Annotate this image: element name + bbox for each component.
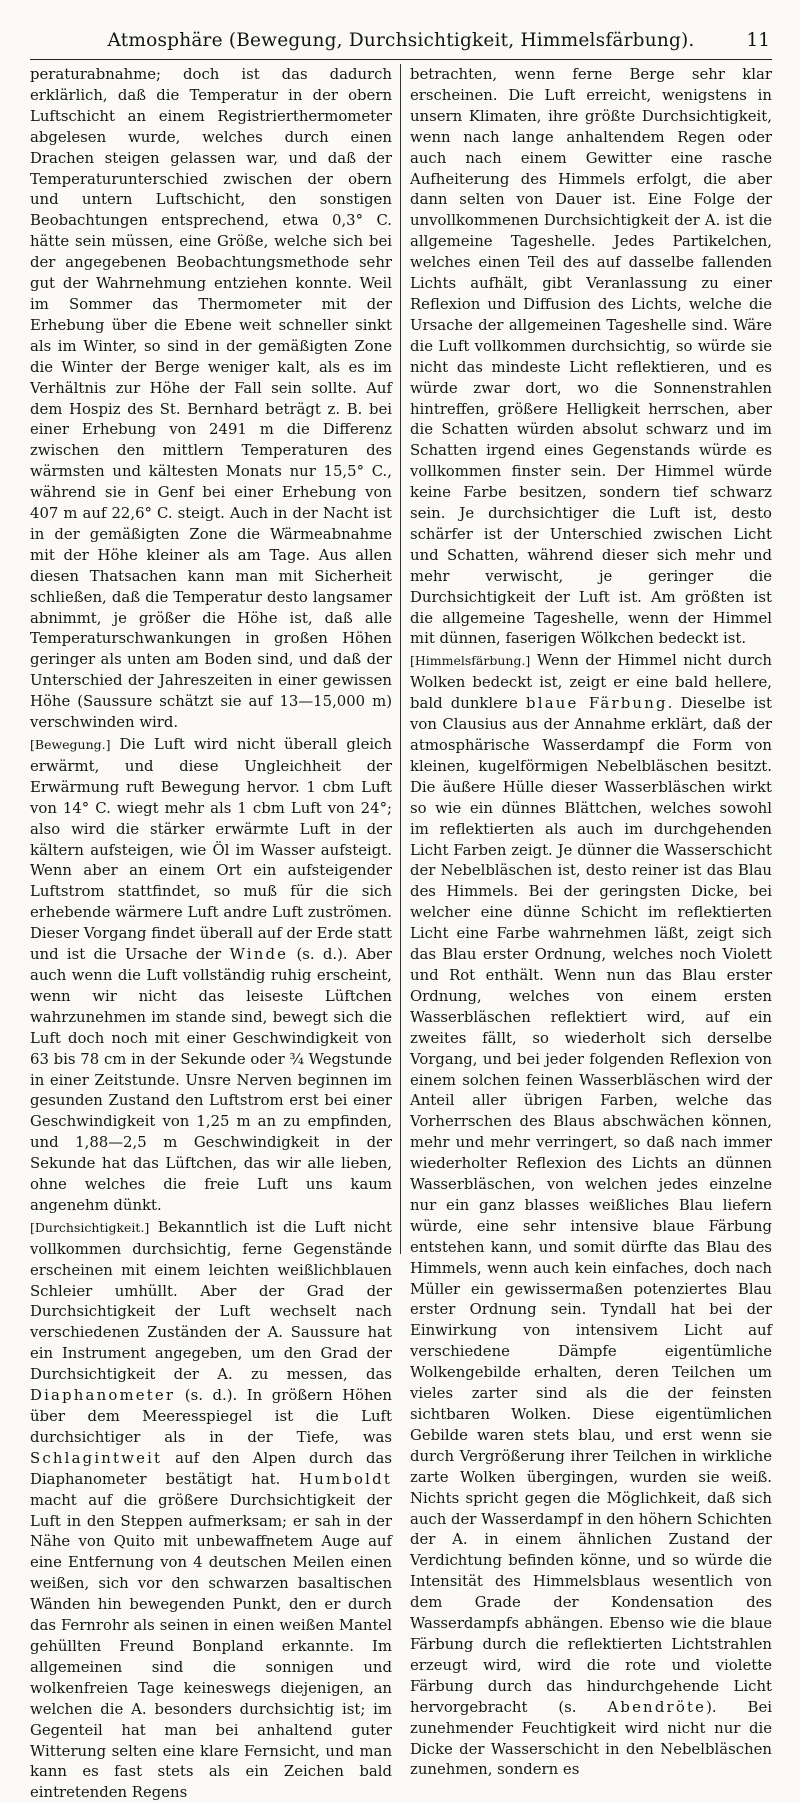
name-schlagintweit: Schlagintweit bbox=[30, 1448, 163, 1467]
text-run: Wenn der Himmel nicht durch Wolken bedeckt ist, zeigt er eine bald hellere, bald dunklere bbox=[410, 651, 772, 713]
section-label-durchsichtigkeit: [Durchsichtigkeit.] bbox=[30, 1219, 150, 1235]
term-blaue-faerbung: blaue Färbung bbox=[526, 694, 668, 713]
text-run: . Dieselbe ist von Clausius aus der Annahme erklärt, daß der atmosphärische Wasserdampf die Form von kleinen, kugelförmigen Nebelbläschen besitzt. Die äußere Hülle dieser Wasserbläschen wirkt so wie ein dünnes Blättchen, welches sowohl im reflektierten als auch im durchgehenden Licht Farben zeigt. Je dünner die Wasserschicht der Nebelbläschen ist, desto reiner ist das Blau des Himmels. Bei der geringsten Dicke, bei welcher eine dünne Schicht im reflektierten Licht eine Farbe wahrnehmen läßt, zeigt sich das Blau erster Ordnung, welches noch Violett und Rot enthält. Wenn nun das Blau erster Ordnung, welches von einem ersten Wasserbläschen reflektiert wird, auf ein zweites fällt, so wiederholt sich derselbe Vorgang, und bei jeder folgenden Reflexion von einem solchen feinen Wasserbläschen wird der Anteil aller übrigen Farben, welche das Vorherrschen des Blaus abschwächen können, mehr und mehr verringert, so daß nach immer wiederholter Reflexion des Lichts an dünnen Wasserbläschen, von welchen jedes einzelne nur ein ganz blasses weißliches Blau liefern würde, eine sehr intensive blaue Färbung entstehen kann, und somit dürfte das Blau des Himmels, wenn auch kein einfaches, doch nach Müller ein gewissermaßen potenziertes Blau erster Ordnung sein. Tyndall hat bei der Einwirkung von intensivem Licht auf verschiedene Dämpfe eigentümliche Wolkengebilde erhalten, deren Teilchen um vieles zarter sind als die der feinsten sichtbaren Wolken. Diese eigentümlichen Gebilde waren stets blau, und erst wenn sie durch Vergrößerung ihrer Teilchen in wirkliche zarte Wolken übergingen, wurden sie weiß. Nichts spricht gegen die Möglichkeit, daß sich auch der Wasserdampf in den höhern Schichten der A. in einem ähnlichen Zustand der Verdichtung befinden könne, und so würde die Intensität des Himmelsblaus wesentlich von dem Grade der Kondensation des Wasserdampfs abhängen. Ebenso wie die blaue Färbung durch die reflektierten Lichtstrahlen erzeugt wird, wird die rote und violette Färbung durch das hindurchgehende Licht hervorgebracht (s. bbox=[410, 694, 773, 1716]
page-number: 11 bbox=[746, 30, 770, 51]
paragraph-himmelsfaerbung bbox=[410, 650, 772, 1780]
text-run: Bekanntlich ist die Luft nicht vollkommen durchsichtig, ferne Gegenstände erscheinen mit einem leichten weißlichblauen Schleier umhüllt. Aber der Grad der Durchsichtigkeit der Luft wechselt nach verschiedenen Zuständen der A. Saussure hat ein Instrument angegeben, um den Grad der Durchsichtigkeit der A. zu messen, das bbox=[30, 1217, 392, 1384]
running-header bbox=[30, 26, 772, 60]
text-run: Die Luft wird nicht überall gleich erwärmt, und diese Ungleichheit der Erwärmung ruft Bewegung hervor. 1 cbm Luft von 14° C. wiegt mehr als 1 cbm Luft von 24°; also wird die stärker erwärmte Luft in der kältern aufsteigen, wie Öl im Wasser aufsteigt. Wenn aber an einem Ort ein aufsteigender Luftstrom stattfindet, so muß für die sich erhebende wärmere Luft andre Luft zuströmen. Dieser Vorgang findet überall auf der Erde statt und ist die Ursache der bbox=[30, 735, 392, 964]
paragraph-durchsichtigkeit bbox=[30, 1217, 392, 1803]
column-divider bbox=[400, 64, 401, 1254]
text-run: (s. d.). In größern Höhen über dem Meeresspiegel ist die Luft durchsichtiger als in der Tiefe, was bbox=[30, 1386, 392, 1446]
text-run: (s. d.). Aber auch wenn die Luft vollständig ruhig erscheint, wenn wir nicht das leiseste Lüftchen wahrzunehmen im stande sind, bewegt sich die Luft doch noch mit einer Geschwindigkeit von 63 bis 78 cm in der Sekunde oder ¾ Wegstunde in einer Zeitstunde. Unsre Nerven beginnen im gesunden Zustand den Luftstrom erst bei einer Geschwindigkeit von 1,25 m an zu empfinden, und 1,88—2,5 m Geschwindigkeit in der Sekunde hat das Lüftchen, das wir alle lieben, ohne welches die freie Luft uns kaum angenehm dünkt. bbox=[30, 945, 392, 1214]
right-column bbox=[410, 64, 773, 1779]
text-run: ). Bei zunehmender Feuchtigkeit wird nicht nur die Dicke der Wasserschicht in den Nebelbläschen zunehmen, sondern es bbox=[410, 1697, 773, 1779]
paragraph-temperature: peraturabnahme; doch ist das dadurch erklärlich, daß die Temperatur in der obern Luftschicht an einem Registrierthermometer abgelesen wurde, welches durch einen Drachen steigen gelassen war, und daß der Temperaturunterschied zwischen der obern und untern Luftschicht, den sonstigen Beobachtungen entsprechend, etwa 0,3° C. hätte sein müssen, eine Größe, welche sich bei der angegebenen Beobachtungsmethode sehr gut der Wahrnehmung entziehen konnte. Weil im Sommer das Thermometer mit der Erhebung über die Ebene weit schneller sinkt als im Winter, so sind in der gemäßigten Zone die Winter der Berge weniger kalt, als es im Verhältnis zur Höhe der Fall sein sollte. Auf dem Hospiz des St. Bernhard beträgt z. B. bei einer Erhebung von 2491 m die Differenz zwischen den mittlern Temperaturen des wärmsten und kältesten Monats nur 15,5° C., während sie in Genf bei einer Erhebung von 407 m auf 22,6° C. steigt. Auch in der Nacht ist in der gemäßigten Zone die Wärmeabnahme mit der Höhe kleiner als am Tage. Aus allen diesen Thatsachen kann man mit Sicherheit schließen, daß die Temperatur desto langsamer abnimmt, je größer die Höhe ist, daß alle Temperaturschwankungen in großen Höhen geringer als unten am Boden sind, und daß der Unterschied der Jahreszeiten in einer gewissen Höhe (Saussure schätzt sie auf 13—15,000 m) verschwinden wird. bbox=[30, 65, 392, 732]
section-label-bewegung: [Bewegung.] bbox=[30, 737, 111, 752]
text-columns bbox=[30, 64, 773, 1802]
paragraph-tageshelle: betrachten, wenn ferne Berge sehr klar erscheinen. Die Luft erreicht, wenigstens in unsern Klimaten, ihre größte Durchsichtigkeit, wenn nach lange anhaltendem Regen oder auch nach einem Gewitter eine rasche Aufheiterung des Himmels erfolgt, die aber dann selten von Dauer ist. Eine Folge der unvollkommenen Durchsichtigkeit der A. ist die allgemeine Tageshelle. Jedes Partikelchen, welches einen Teil des auf dasselbe fallenden Lichts aufhält, gibt Veranlassung zu einer Reflexion und Diffusion des Lichts, welche die Ursache der allgemeinen Tageshelle sind. Wäre die Luft vollkommen durchsichtig, so würde sie nicht das mindeste Licht reflektieren, und es würde zwar dort, wo die Sonnenstrahlen hintreffen, größere Helligkeit herrschen, aber die Schatten würden absolut schwarz und im Schatten irgend eines Gegenstands würde es vollkommen finster sein. Der Himmel würde keine Farbe besitzen, sondern tief schwarz sein. Je durchsichtiger die Luft ist, desto schärfer ist der Unterschied zwischen Licht und Schatten, während dieser sich mehr und mehr verwischt, je geringer die Durchsichtigkeit der Luft ist. Am größten ist die allgemeine Tageshelle, wenn der Himmel mit dünnen, faserigen Wölkchen bedeckt ist. bbox=[410, 65, 772, 648]
header-title: Atmosphäre (Bewegung, Durchsichtigkeit, Himmelsfärbung). bbox=[107, 30, 695, 51]
text-run: macht auf die größere Durchsichtigkeit der Luft in den Steppen aufmerksam; er sah in der Nähe von Quito mit unbewaffnetem Auge auf eine Entfernung von 4 deutschen Meilen einen weißen, sich vor den schwarzen basaltischen Wänden hin bewegenden Punkt, den er durch das Fernrohr als seinen in einen weißen Mantel gehüllten Freund Bonpland erkannte. Im allgemeinen sind die sonnigen und wolkenfreien Tage keineswegs diejenigen, an welchen die A. besonders durchsichtig ist; im Gegenteil hat man bei anhaltend guter Witterung selten eine klare Fernsicht, und man kann es fast stets als ein Zeichen bald eintretenden Regens bbox=[30, 1490, 392, 1802]
section-label-himmelsfaerbung: [Himmelsfärbung.] bbox=[410, 653, 531, 669]
left-column bbox=[30, 64, 392, 1802]
term-diaphanometer: Diaphanometer bbox=[30, 1386, 176, 1405]
name-humboldt: Humboldt bbox=[299, 1469, 392, 1488]
term-winde: Winde bbox=[229, 945, 289, 964]
text-run: auf den Alpen durch das Diaphanometer bestätigt hat. bbox=[30, 1448, 392, 1488]
paragraph-bewegung bbox=[30, 734, 392, 1216]
term-abendroete: Abendröte bbox=[607, 1697, 707, 1716]
